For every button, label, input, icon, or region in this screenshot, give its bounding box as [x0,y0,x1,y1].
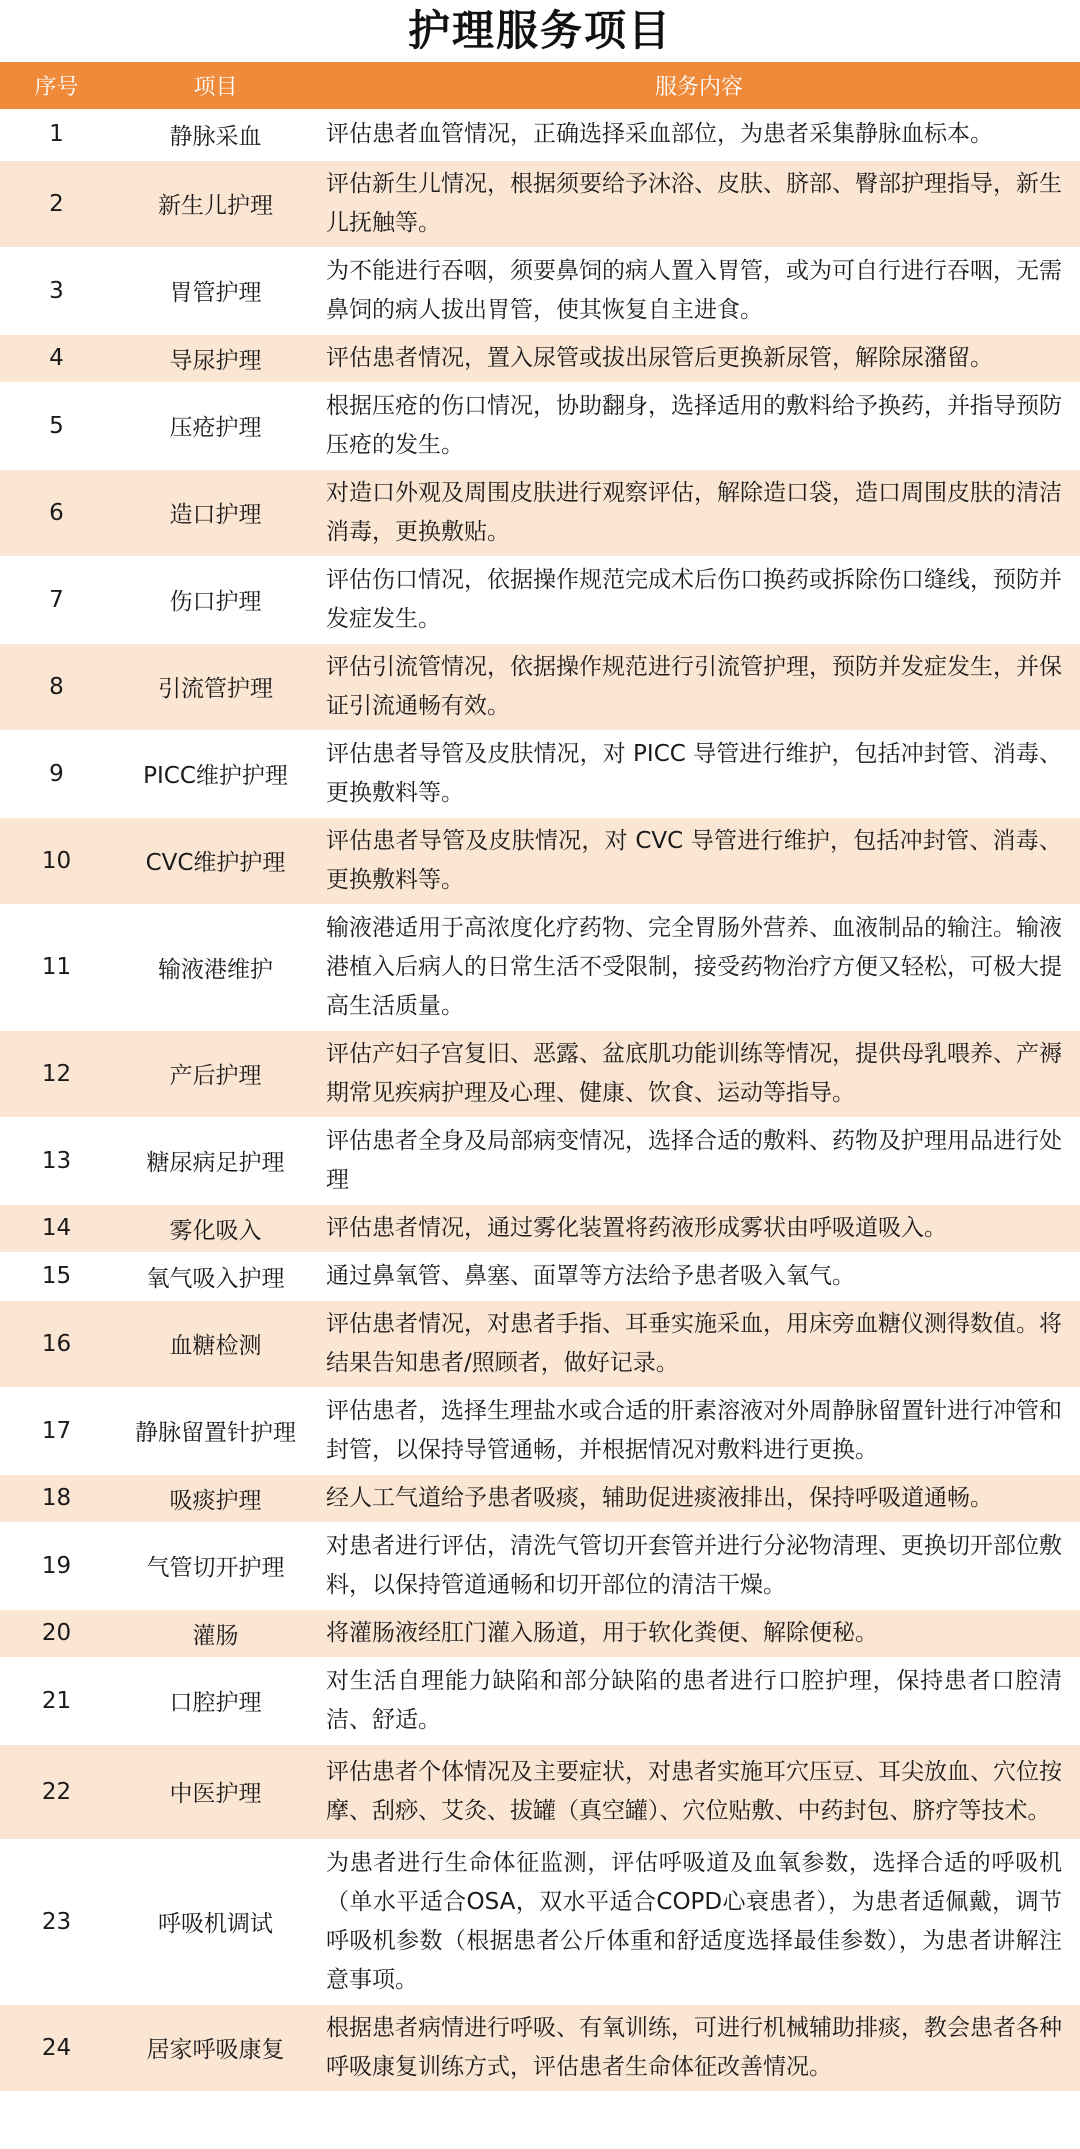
cell-item: 呼吸机调试 [113,1839,318,2004]
table-row [0,247,1080,334]
cell-item: 造口护理 [113,469,318,556]
cell-item: 静脉采血 [113,109,318,160]
cell-number: 18 [0,1474,113,1522]
cell-description: 评估患者血管情况，正确选择采血部位，为患者采集静脉血标本。 [318,109,1080,160]
cell-description: 将灌肠液经肛门灌入肠道，用于软化粪便、解除便秘。 [318,1609,1080,1657]
table-row [0,1839,1080,2004]
cell-number: 3 [0,247,113,334]
table-row [0,817,1080,904]
cell-description: 评估患者全身及局部病变情况，选择合适的敷料、药物及护理用品进行处理 [318,1117,1080,1204]
table-row [0,2004,1080,2091]
cell-item: 胃管护理 [113,247,318,334]
cell-number: 21 [0,1657,113,1744]
table-row [0,1030,1080,1117]
table-row [0,1657,1080,1744]
cell-description: 对患者进行评估，清洗气管切开套管并进行分泌物清理、更换切开部位敷料，以保持管道通畅和切开部位的清洁干燥。 [318,1522,1080,1609]
table-row [0,904,1080,1030]
cell-item: 吸痰护理 [113,1474,318,1522]
cell-item: 导尿护理 [113,334,318,382]
cell-item: CVC维护护理 [113,817,318,904]
cell-item: 引流管护理 [113,643,318,730]
cell-number: 13 [0,1117,113,1204]
cell-description: 输液港适用于高浓度化疗药物、完全胃肠外营养、血液制品的输注。输液港植入后病人的日常生活不受限制，接受药物治疗方便又轻松，可极大提高生活质量。 [318,904,1080,1030]
cell-number: 6 [0,469,113,556]
table-row [0,1387,1080,1474]
table-body [0,109,1080,2091]
cell-description: 评估产妇子宫复旧、恶露、盆底肌功能训练等情况，提供母乳喂养、产褥期常见疾病护理及心理、健康、饮食、运动等指导。 [318,1030,1080,1117]
cell-number: 7 [0,556,113,643]
table-row [0,1204,1080,1252]
cell-item: 灌肠 [113,1609,318,1657]
cell-number: 22 [0,1744,113,1839]
cell-description: 评估患者，选择生理盐水或合适的肝素溶液对外周静脉留置针进行冲管和封管，以保持导管通畅，并根据情况对敷料进行更换。 [318,1387,1080,1474]
cell-number: 10 [0,817,113,904]
cell-description: 评估新生儿情况，根据须要给予沐浴、皮肤、脐部、臀部护理指导，新生儿抚触等。 [318,160,1080,247]
cell-item: 静脉留置针护理 [113,1387,318,1474]
table-row [0,1300,1080,1387]
cell-number: 5 [0,382,113,469]
cell-item: PICC维护护理 [113,730,318,817]
cell-item: 新生儿护理 [113,160,318,247]
cell-description: 通过鼻氧管、鼻塞、面罩等方法给予患者吸入氧气。 [318,1252,1080,1300]
cell-item: 输液港维护 [113,904,318,1030]
cell-description: 对造口外观及周围皮肤进行观察评估，解除造口袋，造口周围皮肤的清洁消毒，更换敷贴。 [318,469,1080,556]
table-row [0,643,1080,730]
table-row [0,1474,1080,1522]
cell-description: 为不能进行吞咽，须要鼻饲的病人置入胃管，或为可自行进行吞咽，无需鼻饲的病人拔出胃管，使其恢复自主进食。 [318,247,1080,334]
cell-number: 8 [0,643,113,730]
cell-description: 为患者进行生命体征监测，评估呼吸道及血氧参数，选择合适的呼吸机（单水平适合OSA，双水平适合COPD心衰患者），为患者适佩戴，调节呼吸机参数（根据患者公斤体重和舒适度选择最佳参数），为患者讲解注意事项。 [318,1839,1080,2004]
table-row [0,1522,1080,1609]
cell-description: 根据压疮的伤口情况，协助翻身，选择适用的敷料给予换药，并指导预防压疮的发生。 [318,382,1080,469]
table-row [0,160,1080,247]
cell-item: 产后护理 [113,1030,318,1117]
cell-item: 血糖检测 [113,1300,318,1387]
cell-description: 评估患者导管及皮肤情况，对 CVC 导管进行维护，包括冲封管、消毒、更换敷料等。 [318,817,1080,904]
header-item: 项目 [113,62,318,109]
cell-number: 12 [0,1030,113,1117]
cell-item: 口腔护理 [113,1657,318,1744]
table-row [0,1744,1080,1839]
cell-description: 评估患者情况，对患者手指、耳垂实施采血，用床旁血糖仪测得数值。将结果告知患者/照顾者，做好记录。 [318,1300,1080,1387]
cell-description: 根据患者病情进行呼吸、有氧训练，可进行机械辅助排痰，教会患者各种呼吸康复训练方式，评估患者生命体征改善情况。 [318,2004,1080,2091]
cell-description: 评估患者个体情况及主要症状，对患者实施耳穴压豆、耳尖放血、穴位按摩、刮痧、艾灸、拔罐（真空罐）、穴位贴敷、中药封包、脐疗等技术。 [318,1744,1080,1839]
table-row [0,334,1080,382]
cell-number: 16 [0,1300,113,1387]
table-header [0,62,1080,109]
cell-number: 4 [0,334,113,382]
table-row [0,556,1080,643]
cell-item: 压疮护理 [113,382,318,469]
table-row [0,382,1080,469]
cell-number: 19 [0,1522,113,1609]
table-row [0,1117,1080,1204]
cell-item: 居家呼吸康复 [113,2004,318,2091]
cell-number: 20 [0,1609,113,1657]
cell-number: 14 [0,1204,113,1252]
header-desc: 服务内容 [318,62,1080,109]
header-no: 序号 [0,62,113,109]
table-row [0,109,1080,160]
cell-description: 评估患者情况，通过雾化装置将药液形成雾状由呼吸道吸入。 [318,1204,1080,1252]
cell-item: 中医护理 [113,1744,318,1839]
cell-number: 23 [0,1839,113,2004]
cell-item: 气管切开护理 [113,1522,318,1609]
cell-description: 评估患者情况，置入尿管或拔出尿管后更换新尿管，解除尿潴留。 [318,334,1080,382]
cell-description: 评估引流管情况，依据操作规范进行引流管护理，预防并发症发生，并保证引流通畅有效。 [318,643,1080,730]
table-row [0,469,1080,556]
cell-number: 15 [0,1252,113,1300]
cell-description: 经人工气道给予患者吸痰，辅助促进痰液排出，保持呼吸道通畅。 [318,1474,1080,1522]
cell-item: 雾化吸入 [113,1204,318,1252]
header-row [0,62,1080,109]
cell-number: 11 [0,904,113,1030]
cell-number: 1 [0,109,113,160]
cell-number: 2 [0,160,113,247]
cell-description: 对生活自理能力缺陷和部分缺陷的患者进行口腔护理，保持患者口腔清洁、舒适。 [318,1657,1080,1744]
table-row [0,730,1080,817]
cell-number: 17 [0,1387,113,1474]
cell-item: 伤口护理 [113,556,318,643]
cell-number: 9 [0,730,113,817]
page-title: 护理服务项目 [407,6,672,55]
cell-item: 糖尿病足护理 [113,1117,318,1204]
cell-number: 24 [0,2004,113,2091]
service-table [0,62,1080,2092]
cell-description: 评估患者导管及皮肤情况，对 PICC 导管进行维护，包括冲封管、消毒、更换敷料等。 [318,730,1080,817]
table-row [0,1609,1080,1657]
table-row [0,1252,1080,1300]
cell-description: 评估伤口情况，依据操作规范完成术后伤口换药或拆除伤口缝线，预防并发症发生。 [318,556,1080,643]
cell-item: 氧气吸入护理 [113,1252,318,1300]
